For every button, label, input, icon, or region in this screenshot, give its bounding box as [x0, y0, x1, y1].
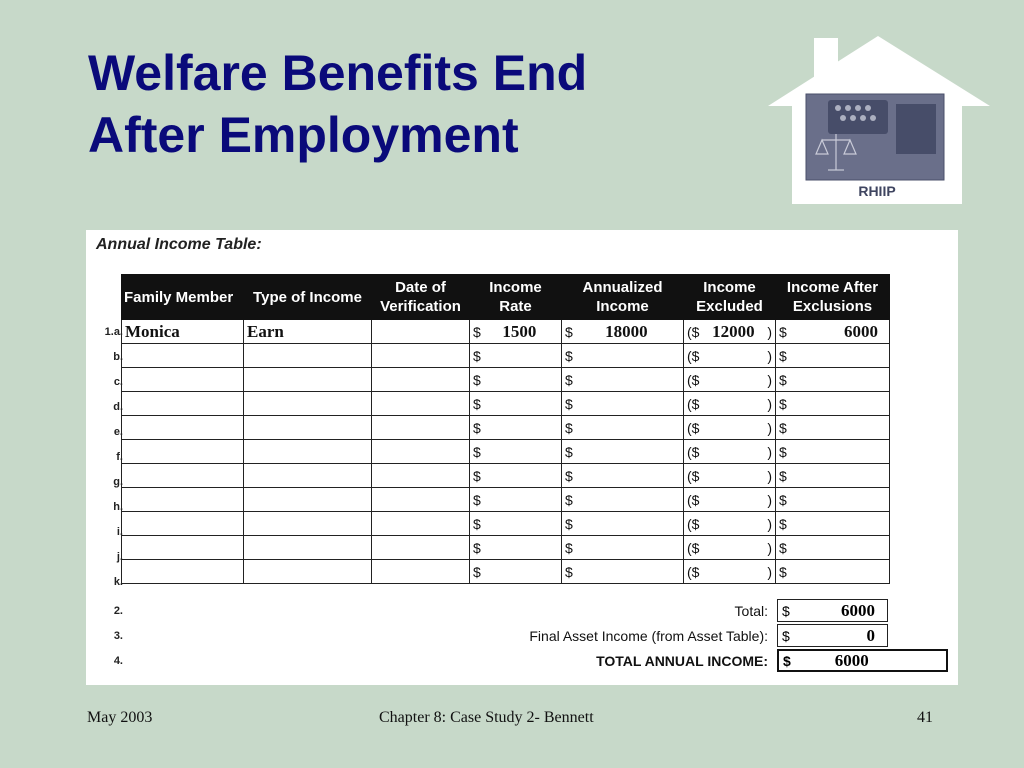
- verification-date-cell[interactable]: [372, 440, 470, 464]
- income-type-cell[interactable]: [244, 536, 372, 560]
- row-label: d.: [113, 401, 123, 413]
- annualized-income-cell[interactable]: [562, 560, 684, 584]
- income-after-exclusions-cell[interactable]: [776, 368, 890, 392]
- income-type-cell[interactable]: [244, 416, 372, 440]
- income-rate-cell[interactable]: [470, 464, 562, 488]
- income-rate-cell[interactable]: [470, 368, 562, 392]
- annualized-income-cell[interactable]: [562, 440, 684, 464]
- income-rate-cell[interactable]: [470, 320, 562, 344]
- paren-open: ($: [687, 515, 700, 532]
- form-title: Annual Income Table:: [96, 236, 262, 253]
- table-row: [122, 488, 890, 512]
- member-cell[interactable]: [122, 560, 244, 584]
- member-cell[interactable]: [122, 440, 244, 464]
- column-header: Income Excluded: [684, 275, 776, 320]
- member-cell[interactable]: [122, 416, 244, 440]
- summary-value-box[interactable]: [777, 624, 888, 647]
- income-after-exclusions-cell[interactable]: [776, 464, 890, 488]
- income-after-exclusions-cell[interactable]: [776, 440, 890, 464]
- currency-symbol: $: [565, 443, 573, 460]
- income-type-cell[interactable]: [244, 392, 372, 416]
- table-row: [122, 536, 890, 560]
- annualized-income-cell[interactable]: [562, 392, 684, 416]
- currency-symbol: $: [779, 491, 787, 508]
- income-type-cell[interactable]: [244, 368, 372, 392]
- row-label: f.: [116, 451, 123, 463]
- verification-date-cell[interactable]: [372, 392, 470, 416]
- currency-symbol: $: [565, 515, 573, 532]
- income-type-cell[interactable]: [244, 560, 372, 584]
- income-after-exclusions-cell[interactable]: [776, 536, 890, 560]
- income-type-cell[interactable]: [244, 344, 372, 368]
- verification-date-cell[interactable]: [372, 416, 470, 440]
- income-rate-cell[interactable]: [470, 488, 562, 512]
- currency-symbol: $: [473, 419, 481, 436]
- verification-date-cell[interactable]: [372, 512, 470, 536]
- paren-close: ): [767, 323, 772, 340]
- currency-symbol: $: [473, 491, 481, 508]
- member-cell[interactable]: [122, 344, 244, 368]
- verification-date-cell[interactable]: [372, 368, 470, 392]
- income-rate-cell[interactable]: [470, 344, 562, 368]
- paren-close: ): [767, 515, 772, 532]
- table-row: [122, 344, 890, 368]
- row-label: e.: [113, 426, 123, 438]
- currency-symbol: $: [779, 443, 787, 460]
- column-header: Income Rate: [470, 275, 562, 320]
- currency-symbol: $: [565, 563, 573, 580]
- currency-symbol: $: [473, 467, 481, 484]
- currency-symbol: $: [565, 539, 573, 556]
- column-header: Type of Income: [244, 275, 372, 320]
- currency-symbol: $: [565, 371, 573, 388]
- income-after-exclusions-cell[interactable]: [776, 488, 890, 512]
- currency-symbol: $: [779, 467, 787, 484]
- paren-close: ): [767, 347, 772, 364]
- annualized-income-cell[interactable]: [562, 344, 684, 368]
- table-row: [122, 440, 890, 464]
- member-cell[interactable]: [122, 488, 244, 512]
- row-label: h.: [113, 501, 123, 513]
- member-cell[interactable]: [122, 392, 244, 416]
- income-type-cell[interactable]: [244, 464, 372, 488]
- summary-row-label: 3.: [113, 630, 123, 642]
- table-row: [122, 512, 890, 536]
- paren-close: ): [767, 467, 772, 484]
- income-excluded-cell[interactable]: [684, 416, 776, 440]
- currency-symbol: $: [779, 347, 787, 364]
- income-type-cell[interactable]: [244, 320, 372, 344]
- currency-symbol: $: [473, 539, 481, 556]
- paren-open: ($: [687, 323, 700, 340]
- currency-symbol: $: [473, 371, 481, 388]
- income-excluded-value: 12000: [712, 321, 755, 341]
- footer-chapter: Chapter 8: Case Study 2- Bennett: [379, 709, 594, 726]
- column-header: Date of Verification: [372, 275, 470, 320]
- annualized-income-value: 18000: [605, 321, 648, 341]
- currency-symbol: $: [565, 323, 573, 340]
- rhiip-logo: [766, 34, 992, 206]
- income-after-exclusions-cell[interactable]: [776, 344, 890, 368]
- paren-open: ($: [687, 539, 700, 556]
- currency-symbol: $: [779, 419, 787, 436]
- column-header: Annualized Income: [562, 275, 684, 320]
- slide-title: [88, 42, 587, 166]
- summary-value-box[interactable]: [777, 649, 948, 672]
- annualized-income-cell[interactable]: [562, 488, 684, 512]
- row-label: g.: [113, 476, 123, 488]
- income-type-cell[interactable]: [244, 512, 372, 536]
- income-rate-value: 1500: [502, 321, 537, 341]
- currency-symbol: $: [782, 602, 790, 619]
- summary-row-label: 2.: [113, 605, 123, 617]
- annualized-income-cell[interactable]: [562, 536, 684, 560]
- title-line-2: After Employment: [88, 107, 519, 163]
- table-row: [122, 416, 890, 440]
- paren-open: ($: [687, 443, 700, 460]
- currency-symbol: $: [779, 539, 787, 556]
- member-cell[interactable]: [122, 464, 244, 488]
- summary-label: TOTAL ANNUAL INCOME:: [596, 653, 768, 669]
- member-cell[interactable]: [122, 536, 244, 560]
- table-row: [122, 392, 890, 416]
- paren-open: ($: [687, 347, 700, 364]
- income-excluded-cell[interactable]: [684, 488, 776, 512]
- table-body: [122, 320, 890, 584]
- paren-close: ): [767, 395, 772, 412]
- income-type-cell[interactable]: [244, 488, 372, 512]
- summary-label: Final Asset Income (from Asset Table):: [529, 628, 768, 644]
- row-label: 1.a.: [104, 326, 123, 338]
- income-excluded-cell[interactable]: [684, 392, 776, 416]
- paren-close: ): [767, 443, 772, 460]
- currency-symbol: $: [779, 395, 787, 412]
- income-after-exclusions-cell[interactable]: [776, 392, 890, 416]
- annualized-income-cell[interactable]: [562, 464, 684, 488]
- verification-date-cell[interactable]: [372, 536, 470, 560]
- income-rate-cell[interactable]: [470, 392, 562, 416]
- member-cell[interactable]: [122, 320, 244, 344]
- paren-close: ): [767, 491, 772, 508]
- currency-symbol: $: [782, 627, 790, 644]
- table-row: [122, 464, 890, 488]
- paren-open: ($: [687, 467, 700, 484]
- currency-symbol: $: [779, 515, 787, 532]
- currency-symbol: $: [473, 347, 481, 364]
- currency-symbol: $: [779, 323, 787, 340]
- title-line-1: Welfare Benefits End: [88, 45, 588, 101]
- income-rate-cell[interactable]: [470, 560, 562, 584]
- paren-open: ($: [687, 563, 700, 580]
- income-type-cell[interactable]: [244, 440, 372, 464]
- footer-date: May 2003: [87, 709, 153, 726]
- annual-income-table: [121, 274, 890, 584]
- column-header: Income After Exclusions: [776, 275, 890, 320]
- row-label: j.: [116, 551, 123, 563]
- row-label: c.: [113, 376, 123, 388]
- income-excluded-cell[interactable]: [684, 344, 776, 368]
- paren-open: ($: [687, 395, 700, 412]
- currency-symbol: $: [473, 323, 481, 340]
- verification-date-cell[interactable]: [372, 320, 470, 344]
- income-excluded-cell[interactable]: [684, 320, 776, 344]
- table-header: [122, 275, 890, 320]
- verification-date-cell[interactable]: [372, 344, 470, 368]
- income-excluded-cell[interactable]: [684, 440, 776, 464]
- income-form-panel: [86, 230, 958, 685]
- currency-symbol: $: [565, 395, 573, 412]
- currency-symbol: $: [473, 443, 481, 460]
- summary-value: 6000: [834, 650, 869, 670]
- currency-symbol: $: [779, 563, 787, 580]
- table-row: [122, 560, 890, 584]
- annualized-income-cell[interactable]: [562, 368, 684, 392]
- currency-symbol: $: [565, 467, 573, 484]
- paren-close: ): [767, 371, 772, 388]
- currency-symbol: $: [473, 563, 481, 580]
- income-excluded-cell[interactable]: [684, 464, 776, 488]
- logo-text: RHIIP: [858, 183, 896, 199]
- income-type-value: Earn: [247, 321, 284, 341]
- paren-close: ): [767, 563, 772, 580]
- paren-close: ): [767, 539, 772, 556]
- currency-symbol: $: [565, 419, 573, 436]
- footer-page-number: 41: [917, 709, 933, 726]
- verification-date-cell[interactable]: [372, 560, 470, 584]
- verification-date-cell[interactable]: [372, 488, 470, 512]
- currency-symbol: $: [783, 652, 791, 669]
- income-after-exclusions-cell[interactable]: [776, 416, 890, 440]
- row-label: b.: [113, 351, 123, 363]
- column-header: Family Member: [122, 275, 244, 320]
- row-label: k.: [113, 576, 123, 588]
- member-cell[interactable]: [122, 512, 244, 536]
- income-rate-cell[interactable]: [470, 440, 562, 464]
- currency-symbol: $: [473, 395, 481, 412]
- income-rate-cell[interactable]: [470, 512, 562, 536]
- annualized-income-cell[interactable]: [562, 416, 684, 440]
- summary-value: 0: [866, 625, 875, 645]
- annualized-income-cell[interactable]: [562, 512, 684, 536]
- currency-symbol: $: [565, 347, 573, 364]
- income-excluded-cell[interactable]: [684, 560, 776, 584]
- paren-open: ($: [687, 419, 700, 436]
- table-row: [122, 368, 890, 392]
- annualized-income-cell[interactable]: [562, 320, 684, 344]
- verification-date-cell[interactable]: [372, 464, 470, 488]
- table-row: [122, 320, 890, 344]
- paren-close: ): [767, 419, 772, 436]
- paren-open: ($: [687, 491, 700, 508]
- paren-open: ($: [687, 371, 700, 388]
- member-cell[interactable]: [122, 368, 244, 392]
- income-after-exclusions-cell[interactable]: [776, 560, 890, 584]
- currency-symbol: $: [779, 371, 787, 388]
- income-excluded-cell[interactable]: [684, 368, 776, 392]
- currency-symbol: $: [565, 491, 573, 508]
- summary-label: Total:: [734, 603, 768, 619]
- income-rate-cell[interactable]: [470, 536, 562, 560]
- currency-symbol: $: [473, 515, 481, 532]
- summary-row-label: 4.: [113, 655, 123, 667]
- income-excluded-cell[interactable]: [684, 512, 776, 536]
- income-excluded-cell[interactable]: [684, 536, 776, 560]
- income-after-value: 6000: [844, 321, 878, 341]
- income-after-exclusions-cell[interactable]: [776, 512, 890, 536]
- summary-value: 6000: [841, 600, 875, 620]
- summary-value-box[interactable]: [777, 599, 888, 622]
- member-value: Monica: [125, 321, 180, 341]
- income-after-exclusions-cell[interactable]: [776, 320, 890, 344]
- income-rate-cell[interactable]: [470, 416, 562, 440]
- row-label: i.: [116, 526, 123, 538]
